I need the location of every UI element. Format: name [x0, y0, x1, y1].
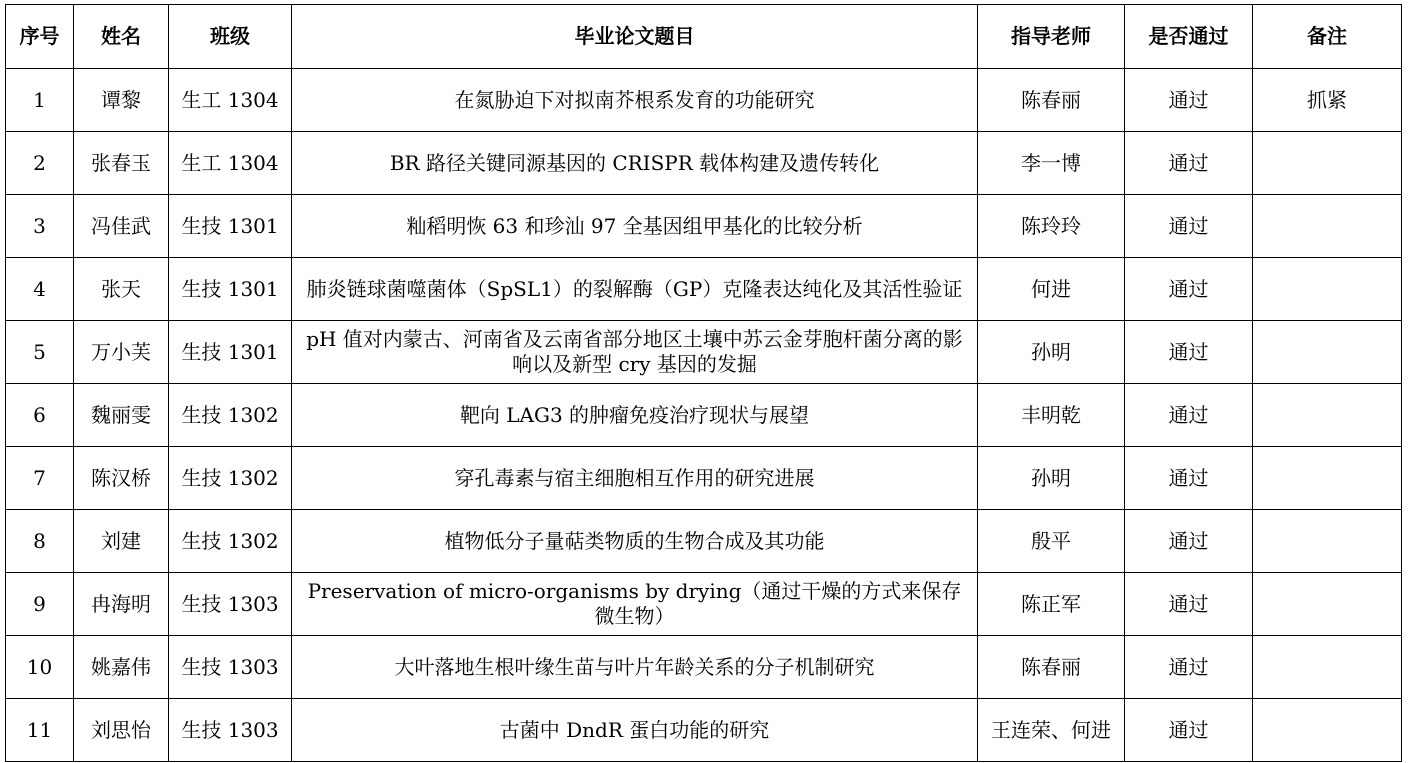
cell-name: 陈汉桥	[74, 447, 169, 510]
table-body	[6, 69, 1402, 762]
header-remark: 备注	[1253, 5, 1402, 69]
cell-advisor: 孙明	[978, 447, 1125, 510]
cell-class: 生技 1302	[169, 447, 292, 510]
cell-title: pH 值对内蒙古、河南省及云南省部分地区土壤中苏云金芽胞杆菌分离的影响以及新型 cry 基因的发掘	[292, 321, 978, 384]
table-row	[6, 195, 1402, 258]
cell-title: 靶向 LAG3 的肿瘤免疫治疗现状与展望	[292, 384, 978, 447]
table-row	[6, 447, 1402, 510]
cell-name: 魏丽雯	[74, 384, 169, 447]
cell-title: 古菌中 DndR 蛋白功能的研究	[292, 699, 978, 762]
cell-remark	[1253, 636, 1402, 699]
header-class: 班级	[169, 5, 292, 69]
table-row	[6, 132, 1402, 195]
table-row	[6, 510, 1402, 573]
cell-advisor: 李一博	[978, 132, 1125, 195]
table-row	[6, 699, 1402, 762]
header-passed: 是否通过	[1125, 5, 1253, 69]
cell-class: 生技 1303	[169, 699, 292, 762]
cell-title: BR 路径关键同源基因的 CRISPR 载体构建及遗传转化	[292, 132, 978, 195]
cell-name: 冯佳武	[74, 195, 169, 258]
cell-passed: 通过	[1125, 699, 1253, 762]
cell-class: 生技 1302	[169, 384, 292, 447]
header-advisor: 指导老师	[978, 5, 1125, 69]
cell-passed: 通过	[1125, 258, 1253, 321]
cell-name: 刘建	[74, 510, 169, 573]
cell-class: 生技 1301	[169, 195, 292, 258]
table-row	[6, 321, 1402, 384]
cell-class: 生技 1301	[169, 258, 292, 321]
cell-name: 刘思怡	[74, 699, 169, 762]
cell-index: 9	[6, 573, 74, 636]
table-row	[6, 69, 1402, 132]
cell-index: 7	[6, 447, 74, 510]
cell-index: 10	[6, 636, 74, 699]
cell-name: 冉海明	[74, 573, 169, 636]
cell-passed: 通过	[1125, 447, 1253, 510]
cell-remark	[1253, 321, 1402, 384]
table-row	[6, 573, 1402, 636]
cell-name: 姚嘉伟	[74, 636, 169, 699]
cell-passed: 通过	[1125, 573, 1253, 636]
cell-name: 张春玉	[74, 132, 169, 195]
cell-index: 1	[6, 69, 74, 132]
cell-class: 生工 1304	[169, 132, 292, 195]
cell-remark	[1253, 699, 1402, 762]
cell-advisor: 王连荣、何进	[978, 699, 1125, 762]
cell-passed: 通过	[1125, 195, 1253, 258]
cell-title: 植物低分子量萜类物质的生物合成及其功能	[292, 510, 978, 573]
cell-index: 6	[6, 384, 74, 447]
cell-passed: 通过	[1125, 69, 1253, 132]
cell-advisor: 孙明	[978, 321, 1125, 384]
cell-class: 生技 1302	[169, 510, 292, 573]
cell-name: 谭黎	[74, 69, 169, 132]
cell-title: Preservation of micro-organisms by drying（通过干燥的方式来保存微生物）	[292, 573, 978, 636]
cell-title: 穿孔毒素与宿主细胞相互作用的研究进展	[292, 447, 978, 510]
cell-passed: 通过	[1125, 132, 1253, 195]
header-index: 序号	[6, 5, 74, 69]
cell-advisor: 陈正军	[978, 573, 1125, 636]
cell-index: 8	[6, 510, 74, 573]
cell-remark	[1253, 510, 1402, 573]
cell-index: 4	[6, 258, 74, 321]
cell-remark	[1253, 258, 1402, 321]
cell-advisor: 陈春丽	[978, 636, 1125, 699]
cell-class: 生技 1303	[169, 573, 292, 636]
cell-remark	[1253, 573, 1402, 636]
table-row	[6, 384, 1402, 447]
header-title: 毕业论文题目	[292, 5, 978, 69]
cell-advisor: 殷平	[978, 510, 1125, 573]
cell-name: 万小芙	[74, 321, 169, 384]
cell-advisor: 陈玲玲	[978, 195, 1125, 258]
cell-remark: 抓紧	[1253, 69, 1402, 132]
cell-index: 2	[6, 132, 74, 195]
table-row	[6, 636, 1402, 699]
table-row	[6, 258, 1402, 321]
cell-remark	[1253, 447, 1402, 510]
cell-passed: 通过	[1125, 321, 1253, 384]
cell-index: 3	[6, 195, 74, 258]
cell-name: 张天	[74, 258, 169, 321]
cell-passed: 通过	[1125, 510, 1253, 573]
cell-remark	[1253, 195, 1402, 258]
thesis-table	[5, 4, 1402, 762]
cell-advisor: 何进	[978, 258, 1125, 321]
cell-class: 生工 1304	[169, 69, 292, 132]
cell-remark	[1253, 132, 1402, 195]
header-name: 姓名	[74, 5, 169, 69]
cell-title: 大叶落地生根叶缘生苗与叶片年龄关系的分子机制研究	[292, 636, 978, 699]
cell-title: 肺炎链球菌噬菌体（SpSL1）的裂解酶（GP）克隆表达纯化及其活性验证	[292, 258, 978, 321]
cell-remark	[1253, 384, 1402, 447]
cell-title: 籼稻明恢 63 和珍汕 97 全基因组甲基化的比较分析	[292, 195, 978, 258]
cell-passed: 通过	[1125, 384, 1253, 447]
cell-index: 11	[6, 699, 74, 762]
cell-title: 在氮胁迫下对拟南芥根系发育的功能研究	[292, 69, 978, 132]
table-header-row	[6, 5, 1402, 69]
cell-advisor: 丰明乾	[978, 384, 1125, 447]
cell-index: 5	[6, 321, 74, 384]
cell-class: 生技 1303	[169, 636, 292, 699]
cell-advisor: 陈春丽	[978, 69, 1125, 132]
cell-class: 生技 1301	[169, 321, 292, 384]
cell-passed: 通过	[1125, 636, 1253, 699]
